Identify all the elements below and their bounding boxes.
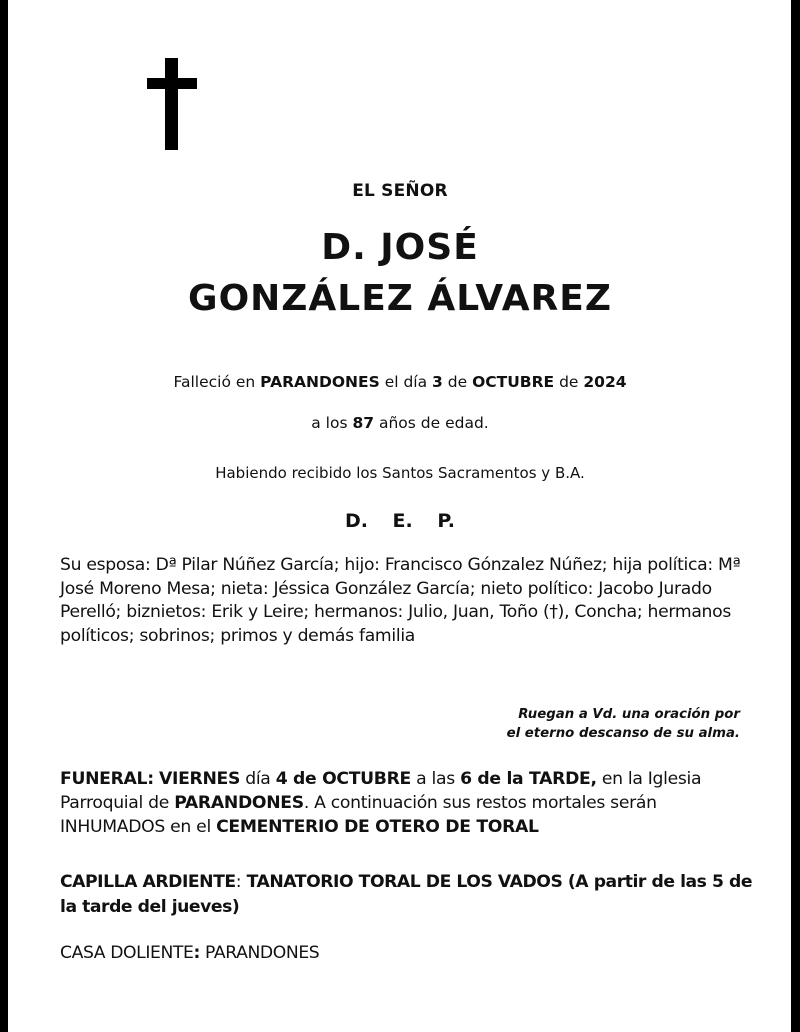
death-info — [60, 373, 740, 391]
text: de — [554, 373, 584, 391]
text: a los — [311, 414, 353, 432]
cross-vertical-bar — [165, 58, 178, 150]
text: día — [240, 769, 276, 789]
text: en la Iglesia Parroquial de — [60, 769, 702, 813]
dep-text: D. E. P. — [344, 510, 456, 532]
cemetery: CEMENTERIO DE OTERO DE TORAL — [216, 817, 539, 837]
text: a las — [410, 769, 461, 789]
house-label: CASA DOLIENTE — [60, 943, 194, 963]
death-month: OCTUBRE — [472, 373, 555, 391]
funeral-label: FUNERAL: — [60, 769, 154, 789]
chapel-label: CAPILLA ARDIENTE — [60, 872, 236, 892]
chapel-value: TANATORIO TORAL DE LOS VADOS (A partir de las 5 de la tarde del jueves) — [60, 872, 753, 917]
death-day: 3 — [432, 373, 443, 391]
text: de — [442, 373, 473, 391]
left-border — [0, 0, 8, 1032]
age-info — [60, 414, 740, 432]
title: EL SEÑOR — [352, 181, 448, 201]
deceased-name-line2: GONZÁLEZ ÁLVAREZ — [188, 278, 612, 319]
prayer-line1: Ruegan a Vd. una oración por — [518, 707, 740, 722]
sacraments-text: Habiendo recibido los Santos Sacramentos y B.A. — [215, 464, 585, 482]
chapel-colon: : — [235, 872, 242, 892]
text: años de edad. — [378, 414, 489, 432]
funeral-day: VIERNES — [158, 769, 241, 789]
prayer-line2: el eterno descanso de su alma. — [506, 726, 740, 741]
prayer-request — [340, 705, 740, 743]
funeral-info — [60, 767, 750, 839]
right-border — [791, 0, 800, 1032]
text: el día — [379, 373, 433, 391]
funeral-time: 6 de la TARDE, — [460, 769, 597, 789]
text: Falleció en — [173, 373, 261, 391]
house-value: PARANDONES — [199, 943, 320, 963]
funeral-place: PARANDONES — [174, 793, 304, 813]
chapel-info — [60, 870, 760, 920]
death-place: PARANDONES — [260, 373, 380, 391]
death-year: 2024 — [583, 373, 627, 391]
text: . A continuación sus restos mortales serán INHUMADOS en el — [60, 793, 657, 837]
age-value: 87 — [352, 414, 375, 432]
family-list: Su esposa: Dª Pilar Núñez García; hijo: Francisco Gónzalez Núñez; hija política: Mª José Moreno Mesa; nieta: Jéssica González García; nieto político: Jacobo Jurado Perelló; biznietos: Erik y Leire; hermanos: Julio, Juan, Toño (†), Concha; hermanos políticos; sobrinos; primos y demás familia — [60, 555, 741, 646]
mourning-house — [60, 943, 319, 963]
cross-horizontal-bar — [147, 78, 197, 89]
funeral-date: 4 de OCTUBRE — [275, 769, 411, 789]
house-colon: : — [193, 943, 200, 963]
deceased-name-line1: D. JOSÉ — [321, 227, 479, 268]
